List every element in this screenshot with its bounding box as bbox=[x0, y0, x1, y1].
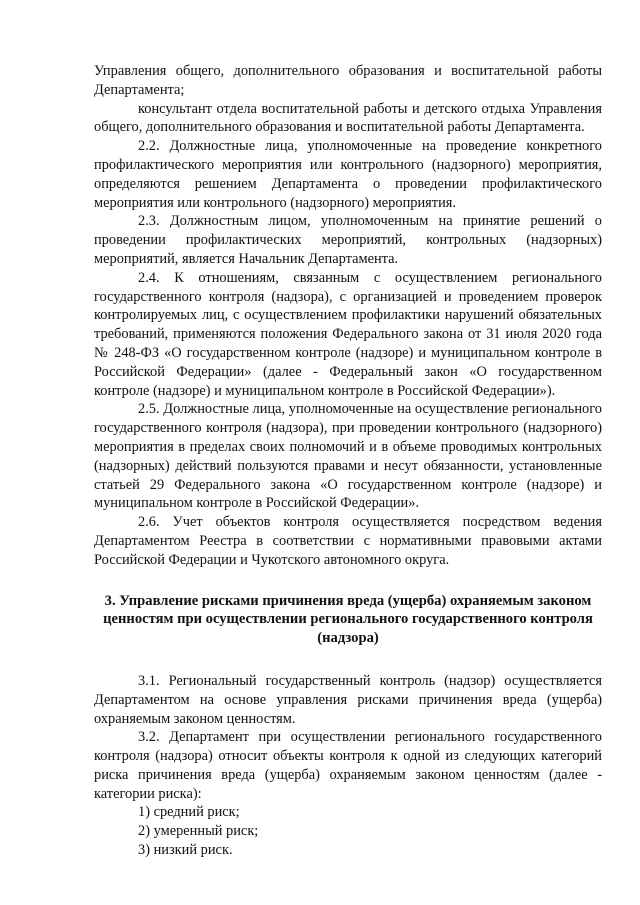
document-body bbox=[94, 62, 602, 860]
paragraph-2-5: 2.5. Должностные лица, уполномоченные на осуществление регионального государственного контроля (надзора), при проведении контрольного (надзорного) мероприятия в пределах своих полномочий и в объеме проводимых контрольных (надзорных) действий пользуются правами и несут обязанности, установленные статьей 29 Федерального закона «О государственном контроле (надзоре) и муниципальном контроле в Российской Федерации». bbox=[94, 401, 602, 512]
paragraph-2-3: 2.3. Должностным лицом, уполномоченным на принятие решений о проведении профилактических мероприятий, контрольных (надзорных) мероприятий, является Начальник Департамента. bbox=[94, 213, 602, 267]
paragraph: консультант отдела воспитательной работы и детского отдыха Управления общего, дополнительного образования и воспитательной работы Департамента. bbox=[94, 100, 602, 136]
risk-list-item: 1) средний риск; bbox=[138, 804, 240, 821]
paragraph-2-4: 2.4. К отношениям, связанным с осуществлением регионального государственного контроля (надзора), с организацией и проведением проверок контролируемых лиц, с осуществлением профилактики нарушений обязательных требований, применяются положения Федерального закона от 31 июля 2020 года № 248-ФЗ «О государственном контроле (надзоре) и муниципальном контроле в Российской Федерации» (далее - Федеральный закон «О государственном контроле (надзоре) и муниципальном контроле в Российской Федерации»). bbox=[94, 269, 602, 399]
paragraph-3-1: 3.1. Региональный государственный контроль (надзор) осуществляется Департаментом на основе управления рисками причинения вреда (ущерба) охраняемым законом ценностям. bbox=[94, 672, 602, 727]
spacer bbox=[94, 570, 602, 592]
paragraph-3-2: 3.2. Департамент при осуществлении регионального государственного контроля (надзора) относит объекты контроля к одной из следующих категорий риска причинения вреда (ущерба) охраняемым законом ценностям (далее - категории риска): bbox=[94, 729, 602, 802]
risk-list-item: 3) низкий риск. bbox=[138, 842, 233, 859]
paragraph-2-2: 2.2. Должностные лица, уполномоченные на проведение конкретного профилактического мероприятия или контрольного (надзорного) мероприятия, определяются решением Департамента о проведении профилактического мероприятия или контрольного (надзорного) мероприятия. bbox=[94, 138, 602, 211]
paragraph-2-6: 2.6. Учет объектов контроля осуществляется посредством ведения Департаментом Реестра в соответствии с нормативными правовыми актами Российской Федерации и Чукотского автономного округа. bbox=[94, 514, 602, 568]
risk-list-item: 2) умеренный риск; bbox=[138, 823, 259, 840]
spacer bbox=[94, 648, 602, 672]
paragraph: Управления общего, дополнительного образования и воспитательной работы Департамента; bbox=[94, 63, 602, 98]
section-3-heading: 3. Управление рисками причинения вреда (ущерба) охраняемым законом ценностям при осуществлении регионального государственного контроля (надзора) bbox=[103, 592, 593, 647]
